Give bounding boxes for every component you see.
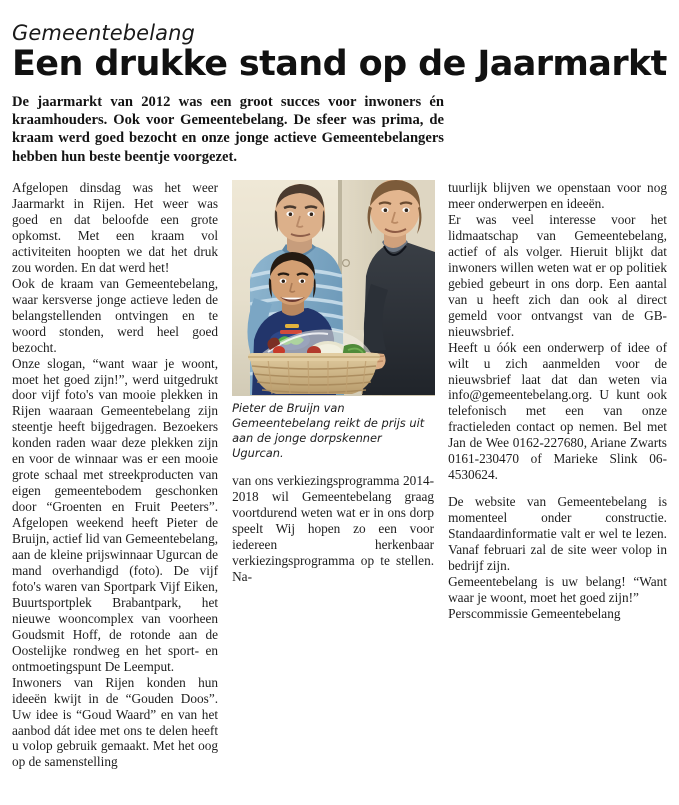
paragraph: Heeft u óók een onderwerp of idee of wilt u zich aanmelden voor de nieuwsbrief laat dat dan weten via info@gemeentebelang.org. U kunt ook telefonisch met een van onze fractieleden contact op nemen. Bel met Jan de Wee 0162-227680, Ariane Zwarts 0161-230470 of Marieke Slink 06-4530624. xyxy=(448,339,667,483)
paragraph: Inwoners van Rijen konden hun ideeën kwijt in de “Gouden Doos”. Uw idee is “Goud Waard” en van het aanbod dát idee met ons te delen heeft u volop gebruik gemaakt. Met het oog op de samenstelling xyxy=(12,674,219,770)
article-byline: Perscommissie Gemeentebelang xyxy=(448,605,621,621)
prize-handover-photo xyxy=(232,180,435,396)
column-two-text xyxy=(232,473,434,585)
photo-caption xyxy=(232,401,435,460)
column-three xyxy=(448,180,667,622)
article-headline: Een drukke stand op de Jaarmarkt xyxy=(12,44,667,85)
caption-text: Pieter de Bruijn van Gemeentebelang reikt de prijs uit aan de jonge dorpskenner Ugurcan. xyxy=(232,401,425,460)
column-two xyxy=(232,180,448,585)
paragraph: Ook de kraam van Gemeentebelang, waar kersverse jonge actieve leden de belangstellenden ontvingen en te woord stonden, werd heel goed bezocht. xyxy=(12,275,219,355)
article-columns xyxy=(12,180,667,770)
paragraph: Afgelopen dinsdag was het weer Jaarmarkt in Rijen. Het weer was goed en dat beloofde een grote opkomst. Met een kraam vol activiteiten hoopten we dat het druk zou worden. En dat werd het! xyxy=(12,180,219,275)
paragraph: De website van Gemeentebelang is momenteel onder constructie. Standaardinformatie valt er wel te lezen. Vanaf februari zal de site weer volop in bedrijf zijn. xyxy=(448,494,667,574)
paragraph: Onze slogan, “want waar je woont, moet het goed zijn!”, werd uitgedrukt door vijf foto's van mooie plekken in Rijen waaraan Gemeentebelang zijn steentje heeft bijgedragen. Bezoekers konden raden waar deze plekken zijn en voor de winnaar was er een mooie grote schaal met streekproducten van eigen gemeentebodem geschonken door “Groenten en Fruit Peeters”. Afgelopen weekend heeft Pieter de Bruijn, actief lid van Gemeentebelang, aan de kleine prijswinnaar Ugurcan de mand overhandigd (foto). De vijf foto's waren van Sportpark Vijf Eiken, Buurtsportplek Brabantpark, het nieuwe wooncomplex van voorheen Goudsmit Hoff, de rotonde aan de Oostelijke rondweg en het sport- en ontmoetingspunt De Leemput. xyxy=(12,355,219,674)
column-one xyxy=(12,180,232,770)
lead-paragraph: De jaarmarkt van 2012 was een groot succes voor inwoners én kraamhouders. Ook voor Gemeentebelang. De sfeer was prima, de kraam werd goed bezocht en onze jonge actieve Gemeentebelangers hebben hun beste beentje voorgezet. xyxy=(12,93,444,165)
article-lead xyxy=(12,93,444,166)
paragraph: tuurlijk blijven we openstaan voor nog meer onderwerpen en ideeën. xyxy=(448,180,667,212)
article-kicker: Gemeentebelang xyxy=(12,21,195,45)
paragraph: Gemeentebelang is uw belang! “Want waar je woont, moet het goed zijn!” xyxy=(448,573,667,605)
photo-figure xyxy=(232,180,435,396)
paragraph: Er was veel interesse voor het lidmaatschap van Gemeentebelang, actief of als volger. Hieruit blijkt dat inwoners willen weten wat er op politiek gebied gebeurt in ons dorp. Een aantal van u heeft zich dan ook al direct gemeld voor ontvangst van de GB-nieuwsbrief. xyxy=(448,212,667,339)
paragraph: van ons verkiezingsprogramma 2014-2018 wil Gemeentebelang graag voortdurend weten wat er in ons dorp speelt Wij hopen zo een voor iedereen herkenbaar verkiezingsprogramma op te stellen. Na- xyxy=(232,473,435,585)
